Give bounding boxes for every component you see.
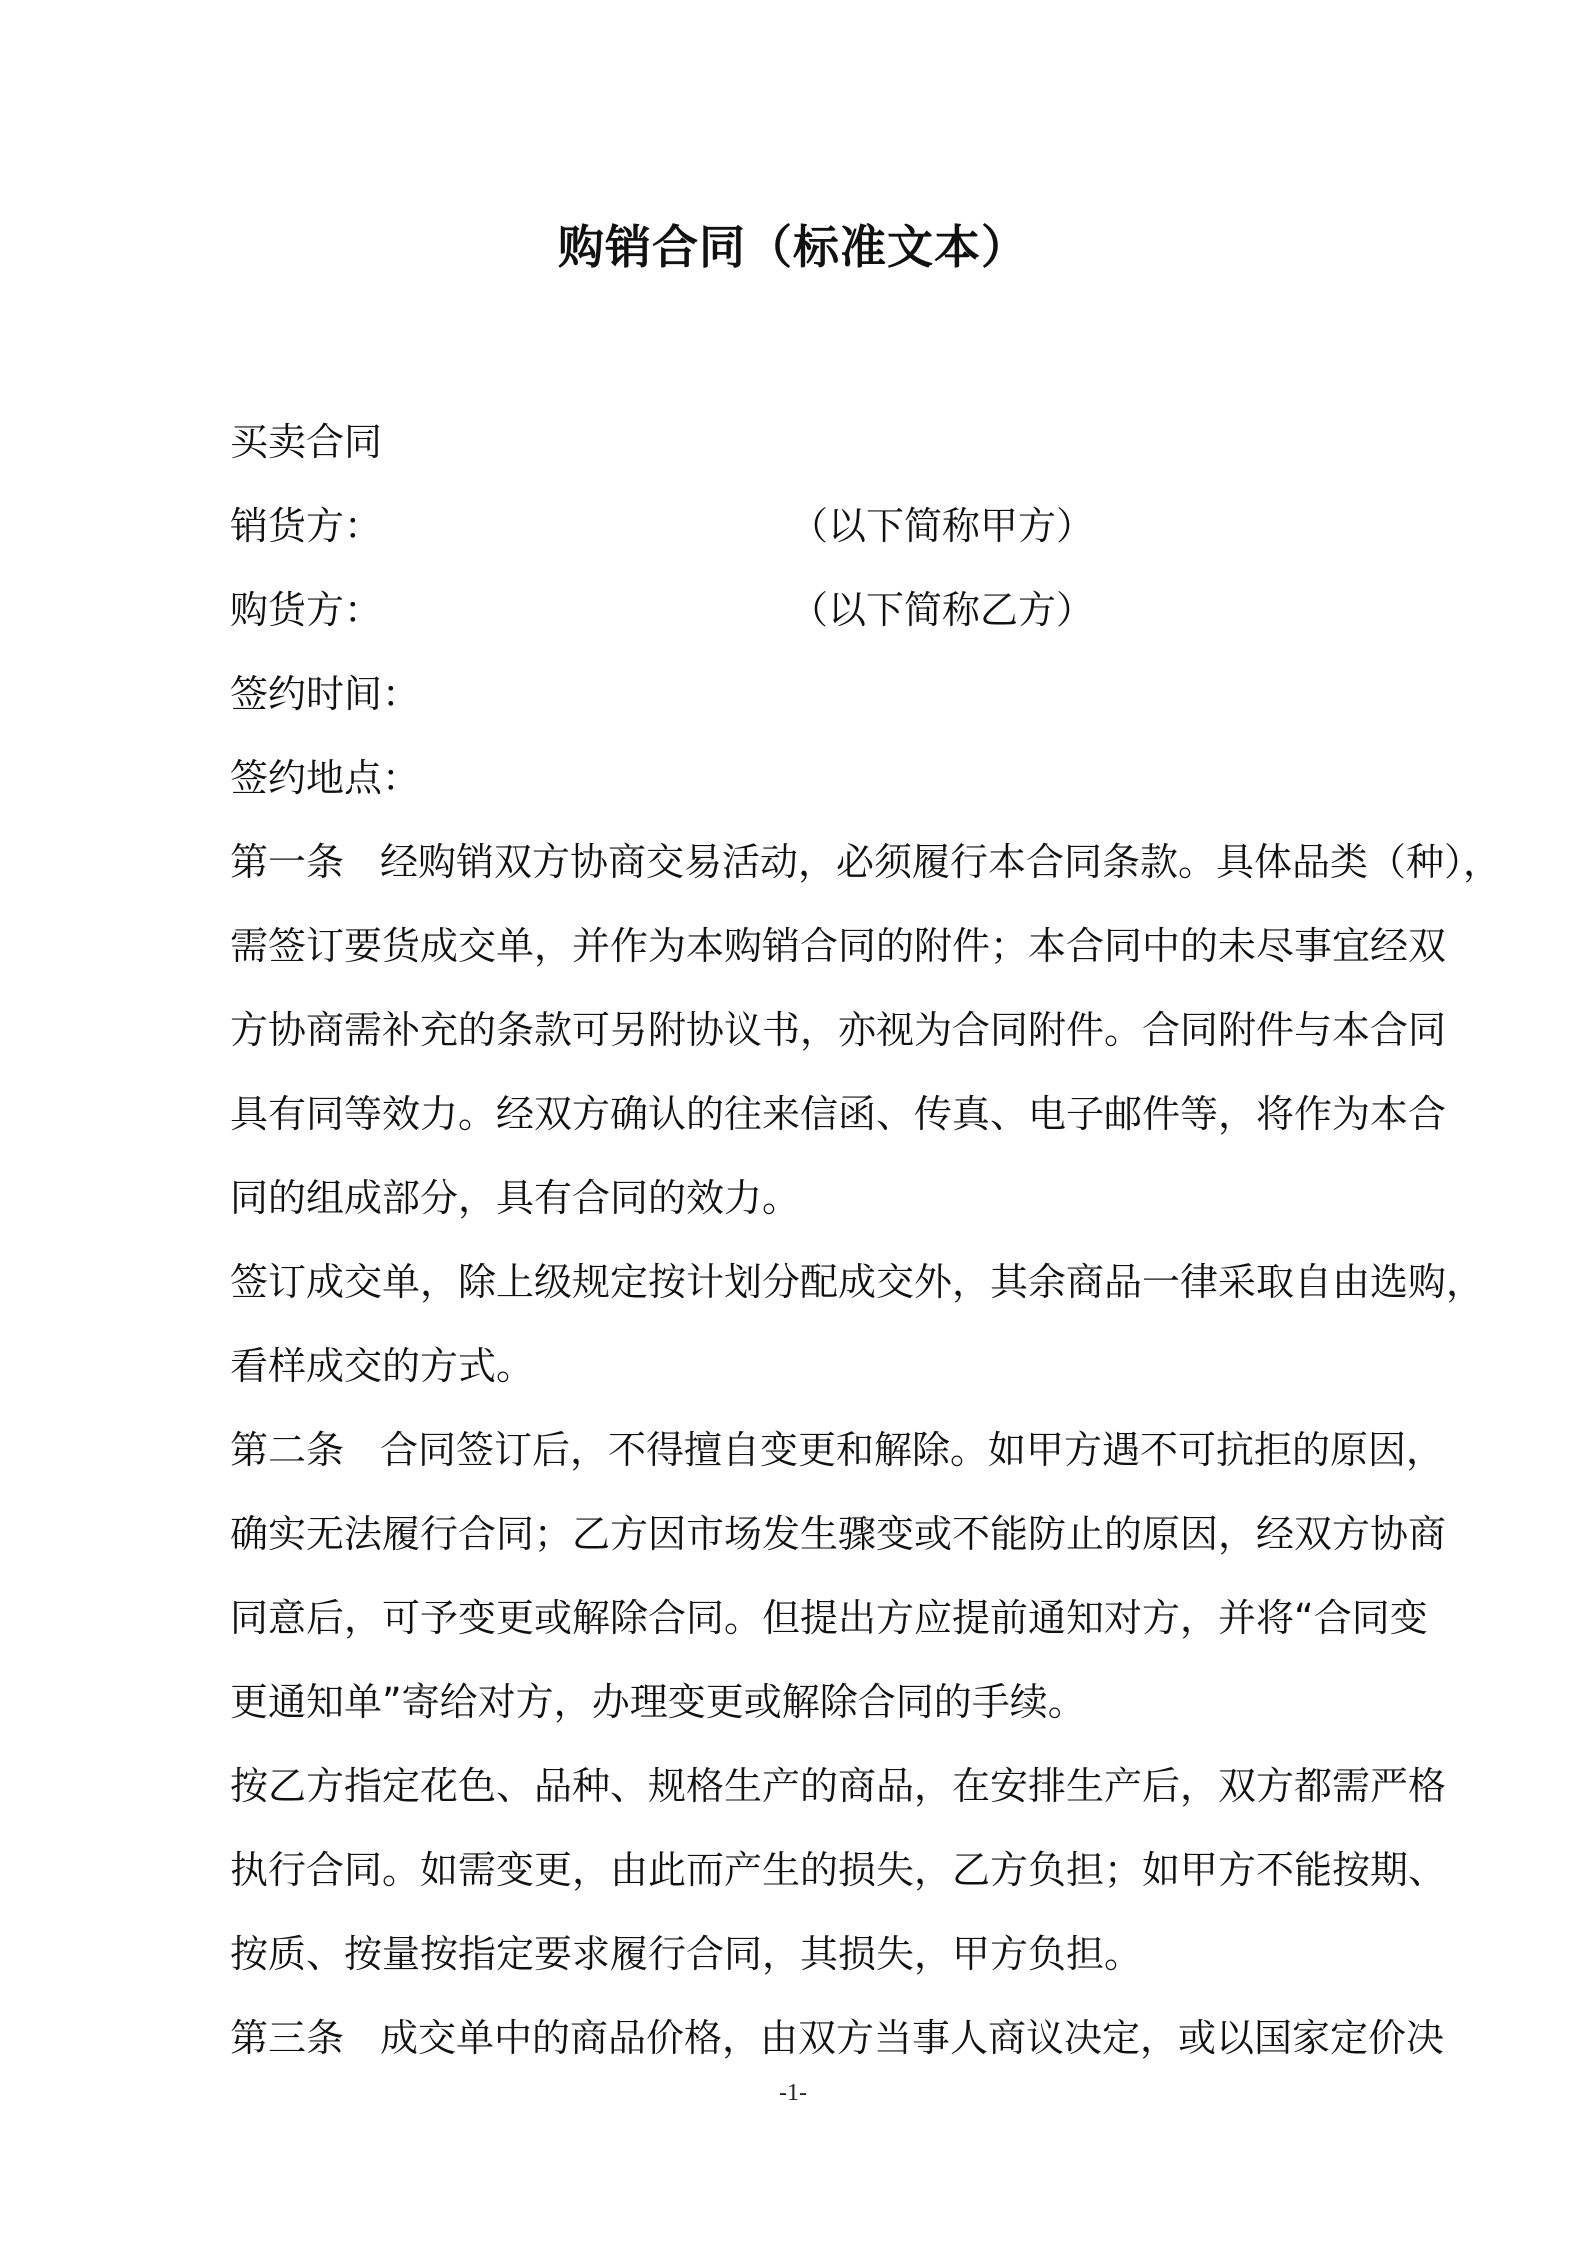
paragraph-line: 需签订要货成交单，并作为本购销合同的附件；本合同中的未尽事宜经双: [230, 924, 1447, 968]
field-label: 销货方：: [230, 504, 383, 548]
article-label: 第二条: [230, 1428, 345, 1472]
paragraph-line: [230, 820, 1502, 904]
article-label: 第一条: [230, 840, 345, 884]
document-subtitle: 买卖合同: [230, 420, 383, 464]
paragraph-line: 按质、按量按指定要求履行合同，其损失，甲方负担。: [230, 1932, 1143, 1976]
paragraph-line: 看样成交的方式。: [230, 1344, 535, 1388]
paragraph-line: 同的组成部分，具有合同的效力。: [230, 1176, 801, 1220]
paragraph-line: 方协商需补充的条款可另附协议书，亦视为合同附件。合同附件与本合同: [230, 1008, 1447, 1052]
document-title: 购销合同（标准文本）: [558, 220, 1028, 274]
paragraph-line: 具有同等效力。经双方确认的往来信函、传真、电子邮件等，将作为本合: [230, 1092, 1447, 1136]
field-label: 签约时间：: [230, 672, 421, 716]
field-note: （以下简称甲方）: [790, 504, 1095, 548]
paragraph-line: 签订成交单，除上级规定按计划分配成交外，其余商品一律采取自由选购，: [230, 1260, 1485, 1304]
article-label: 第三条: [230, 2016, 345, 2060]
field-seller: [230, 484, 1430, 568]
paragraph-line: 更通知单”寄给对方，办理变更或解除合同的手续。: [230, 1680, 1086, 1724]
field-buyer: [230, 568, 1430, 652]
paragraph-line: 同意后，可予变更或解除合同。但提出方应提前通知对方，并将“合同变: [230, 1596, 1428, 1640]
line-text: 合同签订后，不得擅自变更和解除。如甲方遇不可抗拒的原因，: [380, 1428, 1445, 1472]
paragraph-line: [230, 1996, 1445, 2080]
document-body: [230, 400, 1502, 2080]
line-text: 经购销双方协商交易活动，必须履行本合同条款。具体品类（种），: [380, 840, 1502, 884]
field-label: 签约地点：: [230, 756, 421, 800]
field-label: 购货方：: [230, 588, 383, 632]
field-note: （以下简称乙方）: [790, 588, 1095, 632]
paragraph-line: 执行合同。如需变更，由此而产生的损失，乙方负担；如甲方不能按期、: [230, 1848, 1447, 1892]
field-sign-time: [230, 652, 1430, 736]
line-text: 成交单中的商品价格，由双方当事人商议决定，或以国家定价决: [380, 2016, 1445, 2060]
paragraph-line: [230, 1408, 1445, 1492]
page-number: -1-: [779, 2080, 807, 2106]
paragraph-line: 确实无法履行合同；乙方因市场发生骤变或不能防止的原因，经双方协商: [230, 1512, 1447, 1556]
paragraph-line: 按乙方指定花色、品种、规格生产的商品，在安排生产后，双方都需严格: [230, 1764, 1447, 1808]
field-sign-place: [230, 736, 1430, 820]
